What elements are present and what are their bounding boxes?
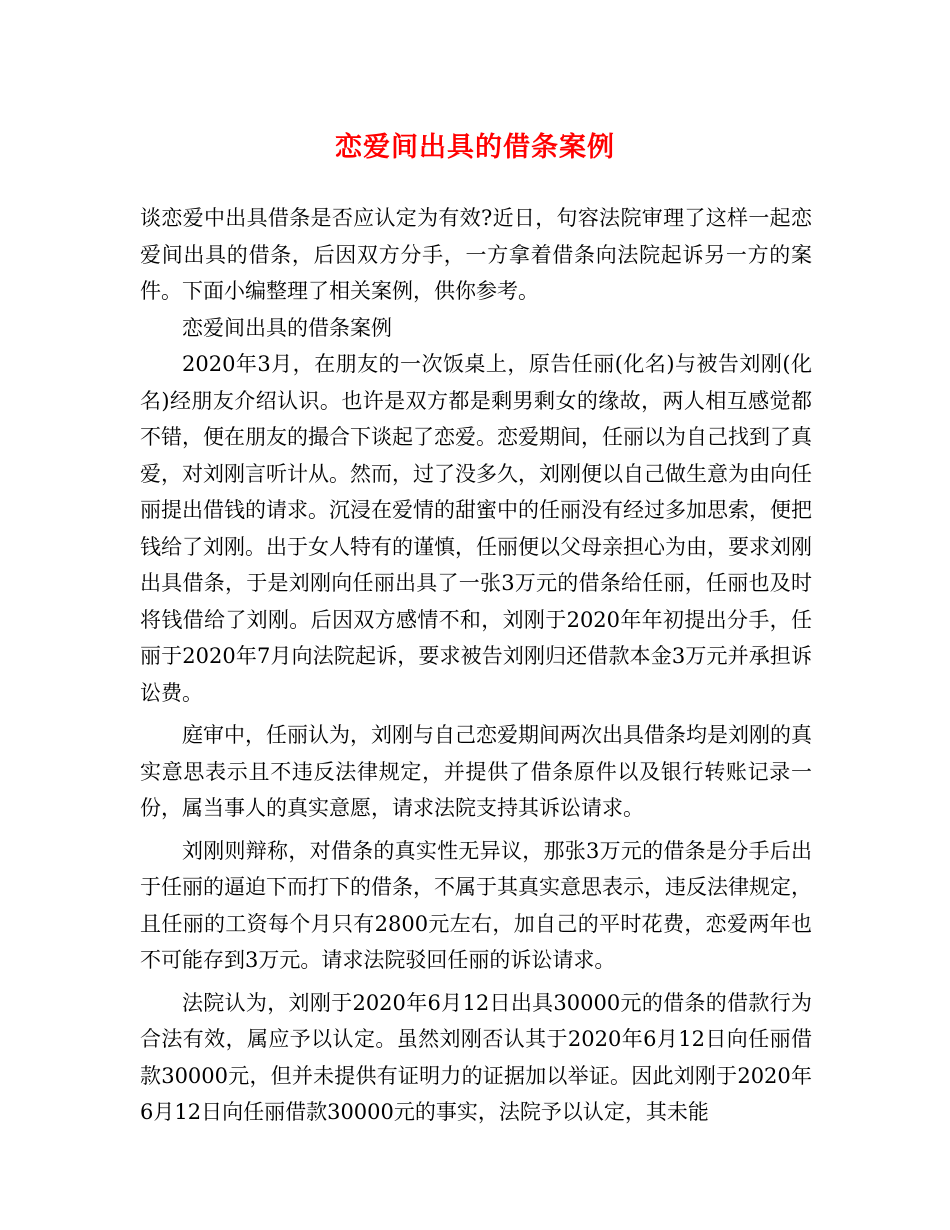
document-title: 恋爱间出具的借条案例: [335, 132, 615, 163]
paragraph-intro: 谈恋爱中出具借条是否应认定为有效?近日，句容法院审理了这样一起恋爱间出具的借条，后因双方分手，一方拿着借条向法院起诉另一方的案件。下面小编整理了相关案例，供你参考。: [140, 206, 812, 303]
paragraph-plaintiff-claim: 庭审中，任丽认为，刘刚与自己恋爱期间两次出具借条均是刘刚的真实意思表示且不违反法律规定，并提供了借条原件以及银行转账记录一份，属当事人的真实意愿，请求法院支持其诉讼请求。: [140, 723, 812, 820]
paragraph-case-background: 2020年3月，在朋友的一次饭桌上，原告任丽(化名)与被告刘刚(化名)经朋友介绍认识。也许是双方都是剩男剩女的缘故，两人相互感觉都不错，便在朋友的撮合下谈起了恋爱。恋爱期间，任丽以为自己找到了真爱，对刘刚言听计从。然而，过了没多久，刘刚便以自己做生意为由向任丽提出借钱的请求。沉浸在爱情的甜蜜中的任丽没有经过多加思索，便把钱给了刘刚。出于女人特有的谨慎，任丽便以父母亲担心为由，要求刘刚出具借条，于是刘刚向任丽出具了一张3万元的借条给任丽，任丽也及时将钱借给了刘刚。后因双方感情不和，刘刚于2020年年初提出分手，任丽于2020年7月向法院起诉，要求被告刘刚归还借款本金3万元并承担诉讼费。: [140, 352, 812, 705]
document-body: [140, 200, 812, 1131]
paragraph-court-opinion: 法院认为，刘刚于2020年6月12日出具30000元的借条的借款行为合法有效，属应予以认定。虽然刘刚否认其于2020年6月12日向任丽借款30000元，但并未提供有证明力的证据加以举证。因此刘刚于2020年6月12日向任丽借款30000元的事实，法院予以认定，其未能: [140, 990, 812, 1124]
paragraph-defendant-defense: 刘刚则辩称，对借条的真实性无异议，那张3万元的借条是分手后出于任丽的逼迫下而打下的借条，不属于其真实意思表示，违反法律规定，且任丽的工资每个月只有2800元左右，加自己的平时花费，恋爱两年也不可能存到3万元。请求法院驳回任丽的诉讼请求。: [140, 838, 812, 972]
paragraph-subheading: 恋爱间出具的借条案例: [182, 315, 392, 340]
